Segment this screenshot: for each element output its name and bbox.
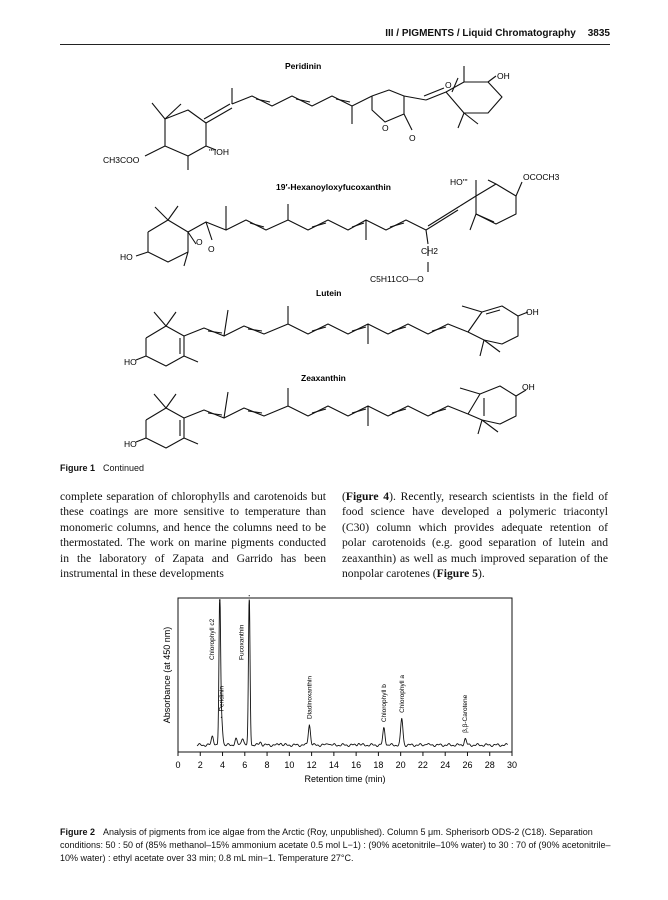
figure-2-caption [60,826,612,865]
x-tick-label: 4 [220,760,226,770]
hexanoyloxy-ho-left: HO [120,252,133,262]
hexanoyloxy-epoxide-o: O [196,237,203,247]
x-axis-label: Retention time (min) [304,774,386,784]
peak-apex [219,600,220,601]
peak-apex [465,738,466,739]
peak-label: β,β-Carotene [462,694,470,733]
figure-2-label: Figure 2 [60,827,96,837]
right-col-text-3: ). [477,567,485,581]
zeaxanthin-oh: OH [522,382,535,392]
figure-4-ref[interactable]: Figure 4 [345,490,390,503]
molecule-name-lutein: Lutein [316,288,342,298]
peak-label: Diadinoxanthin [306,676,314,720]
right-col-text-1: ( [342,490,346,503]
zeaxanthin-ho: HO [124,439,137,449]
peak-apex [401,718,402,719]
x-tick-label: 28 [484,760,495,770]
peak-apex [309,724,310,725]
lutein-oh: OH [526,307,539,317]
x-tick-label: 8 [264,760,270,770]
x-tick-label: 26 [462,760,473,770]
plot-frame [178,598,512,752]
hexanoyloxy-ester: C5H11CO—O [370,274,424,284]
figure-2-caption-text: Analysis of pigments from ice algae from the Arctic (Roy, unpublished). Column 5 μm. Spherisorb ODS-2 (C18). Separation conditions: 50 : 50 of (85% methanol–15% ammonium acetate 0.5 mol L−1) : (90% acetonitrile–10% water) to 30 : 70 of (90% acetonitrile–10% water) : ethyl acetate over 33 min; 0.8 mL min−1. Temperature 27°C. [60,827,611,863]
x-tick-label: 0 [175,760,181,770]
x-tick-label: 2 [197,760,203,770]
x-tick-label: 16 [351,760,362,770]
x-tick-label: 22 [417,760,428,770]
hexanoyloxyfucoxanthin-structure [136,180,522,272]
peak-label: Peridinin [218,686,226,712]
peridinin-oh-right: OH [497,71,510,81]
x-tick-label: 12 [306,760,317,770]
peak-apex [221,717,222,718]
figure-1-caption [60,463,144,473]
peridinin-epoxide-o: O [445,80,452,90]
hexanoyloxy-keto-o: O [208,244,215,254]
peak-label: Chlorophyll a [398,674,406,713]
running-title: III / PIGMENTS / Liquid Chromatography [385,28,576,39]
peridinin-carbonyl-o: O [409,133,416,143]
peak-apex [383,728,384,729]
x-tick-label: 24 [440,760,451,770]
x-tick-label: 6 [242,760,248,770]
chromatogram-trace [197,600,508,747]
hexanoyloxy-ho-right: HO''' [450,177,468,187]
x-tick-label: 14 [328,760,339,770]
left-column: complete separation of chlorophylls and carotenoids but these coatings are more sensitive to temperature than monomeric columns, and hence the columns need to be thermostated. The work on marine pigments conducted in the laboratory of Zapata and Garrido has been instrumental in these developments [60,490,326,581]
molecule-name-peridinin: Peridinin [285,61,322,71]
hexanoyloxy-acetate: OCOCH3 [523,172,560,182]
peridinin-acetate: CH3COO [103,155,140,165]
page-number: 3835 [587,28,610,39]
lutein-structure [136,306,528,366]
peridinin-ring-o: O [382,123,389,133]
x-tick-label: 30 [506,760,518,770]
lutein-ho: HO [124,357,137,367]
y-axis-label: Absorbance (at 450 nm) [162,626,172,724]
peak-apex [249,595,250,596]
figure-1-label: Figure 1 [60,463,96,473]
right-col-text-2: ). Recently, research scientists in the field of food science have developed a polymeric triacontyl (C30) column which provides adequate retention of polar carotenoids (e.g. good separation of lutein and zeaxanthin) as well as much improved separation of the nonpolar carotenes ( [342,490,609,581]
molecule-name-zeaxanthin: Zeaxanthin [301,373,346,383]
peak-label: Chlorophyll c2 [208,618,216,660]
zeaxanthin-structure [136,386,526,448]
molecule-name-hexanoyloxyfucoxanthin: 19′-Hexanoyloxyfucoxanthin [276,182,391,192]
right-column [342,489,608,581]
x-tick-label: 20 [395,760,406,770]
peak-label: Chlorophyll b [380,684,388,723]
peak-label: Fucoxanthin [238,624,246,660]
x-tick-label: 18 [373,760,384,770]
figure-1-caption-text: Continued [103,463,145,473]
peridinin-oh-left: '''IOH [209,147,229,157]
x-tick-label: 10 [284,760,295,770]
figure-5-ref[interactable]: Figure 5 [436,567,478,581]
hexanoyloxy-ch2: CH2 [421,246,439,256]
